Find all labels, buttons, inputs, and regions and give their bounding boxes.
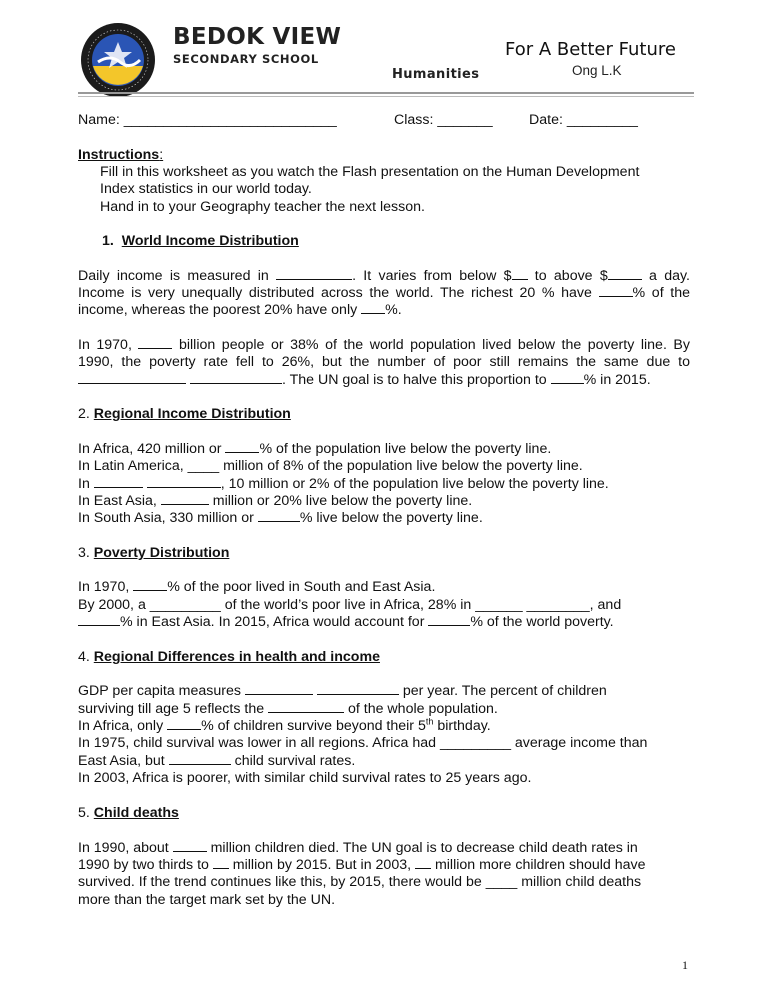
instruction-line: Fill in this worksheet as you watch the Flash presentation on the Human Development: [100, 164, 640, 180]
paragraph-line: % in East Asia. In 2015, Africa would account for % of the world poverty.: [78, 614, 614, 631]
answer-blank[interactable]: [161, 493, 209, 505]
answer-blank[interactable]: [317, 683, 399, 695]
school-motto: For A Better Future: [505, 39, 676, 60]
date-field[interactable]: Date: _________: [529, 112, 638, 128]
paragraph-line: By 2000, a _________ of the world’s poor live in Africa, 28% in ______ ________, and: [78, 597, 622, 613]
school-logo: [80, 22, 156, 98]
school-name: BEDOK VIEW: [173, 24, 342, 50]
answer-blank[interactable]: [147, 476, 221, 488]
paragraph-line: In 1990, about million children died. The UN goal is to decrease child death rates in: [78, 840, 638, 856]
header-rule: [78, 92, 694, 94]
answer-blank[interactable]: [225, 441, 259, 453]
answer-blank[interactable]: [428, 614, 470, 626]
answer-blank[interactable]: [78, 614, 120, 626]
section-5-heading: 5. Child deaths: [78, 805, 179, 821]
paragraph-line: East Asia, but child survival rates.: [78, 753, 356, 769]
answer-blank[interactable]: [138, 337, 172, 349]
answer-blank[interactable]: [213, 857, 229, 869]
answer-blank[interactable]: [551, 372, 584, 384]
section-4-heading: 4. Regional Differences in health and income: [78, 649, 380, 665]
answer-blank[interactable]: [276, 268, 352, 280]
answer-blank[interactable]: [415, 857, 431, 869]
answer-blank[interactable]: [94, 476, 143, 488]
paragraph-line: Income is very unequally distributed across the world. The richest 20 % have % of the: [78, 285, 690, 301]
section-1-heading: 1. World Income Distribution: [102, 233, 299, 249]
instruction-line: Index statistics in our world today.: [100, 181, 312, 197]
name-field[interactable]: Name: ___________________________: [78, 112, 337, 128]
paragraph-line: In , 10 million or 2% of the population live below the poverty line.: [78, 476, 609, 492]
paragraph-line: In Africa, 420 million or % of the population live below the poverty line.: [78, 441, 552, 457]
answer-blank[interactable]: [245, 683, 313, 695]
answer-blank[interactable]: [173, 840, 207, 852]
answer-blank[interactable]: [361, 302, 385, 314]
paragraph-line: GDP per capita measures per year. The percent of children: [78, 683, 607, 699]
subject-label: Humanities: [392, 67, 480, 82]
paragraph-line: surviving till age 5 reflects the of the whole population.: [78, 701, 498, 717]
answer-blank[interactable]: [133, 579, 167, 591]
paragraph-line: Daily income is measured in . It varies from below $ to above $ a day.: [78, 268, 690, 284]
answer-blank[interactable]: [78, 372, 186, 384]
instructions-heading: Instructions:: [78, 147, 164, 163]
answer-blank[interactable]: [258, 510, 300, 522]
paragraph-line: In 2003, Africa is poorer, with similar child survival rates to 25 years ago.: [78, 770, 532, 786]
header-rule-thin: [78, 96, 694, 97]
answer-blank[interactable]: [268, 701, 344, 713]
paragraph-line: . The UN goal is to halve this proportion to % in 2015.: [78, 372, 651, 389]
answer-blank[interactable]: [169, 753, 231, 765]
section-2-heading: 2. Regional Income Distribution: [78, 406, 291, 422]
paragraph-line: income, whereas the poorest 20% have only %.: [78, 302, 402, 318]
answer-blank[interactable]: [512, 268, 528, 280]
answer-blank[interactable]: [167, 718, 201, 730]
paragraph-line: survived. If the trend continues like this, by 2015, there would be ____ million child deaths: [78, 874, 642, 890]
answer-blank[interactable]: [599, 285, 633, 297]
school-subtitle: SECONDARY SCHOOL: [173, 52, 319, 66]
page-number: 1: [682, 958, 688, 972]
class-field[interactable]: Class: _______: [394, 112, 493, 128]
paragraph-line: In Latin America, ____ million of 8% of the population live below the poverty line.: [78, 458, 583, 474]
author-name: Ong L.K: [572, 63, 622, 78]
paragraph-line: In 1970, billion people or 38% of the world population lived below the poverty line. By: [78, 337, 690, 353]
paragraph-line: In 1975, child survival was lower in all regions. Africa had _________ average income than: [78, 735, 648, 751]
paragraph-line: 1990, the poverty rate fell to 26%, but the number of poor still remains the same due to: [78, 354, 690, 370]
section-3-heading: 3. Poverty Distribution: [78, 545, 230, 561]
instruction-line: Hand in to your Geography teacher the next lesson.: [100, 199, 425, 215]
answer-blank[interactable]: [190, 372, 282, 384]
paragraph-line: In East Asia, million or 20% live below the poverty line.: [78, 493, 473, 509]
paragraph-line: 1990 by two thirds to million by 2015. But in 2003, million more children should have: [78, 857, 646, 873]
answer-blank[interactable]: [608, 268, 642, 280]
paragraph-line: In South Asia, 330 million or % live below the poverty line.: [78, 510, 483, 526]
paragraph-line: In 1970, % of the poor lived in South and East Asia.: [78, 579, 436, 595]
paragraph-line: more than the target mark set by the UN.: [78, 892, 336, 908]
paragraph-line: In Africa, only % of children survive beyond their 5th birthday.: [78, 716, 491, 734]
